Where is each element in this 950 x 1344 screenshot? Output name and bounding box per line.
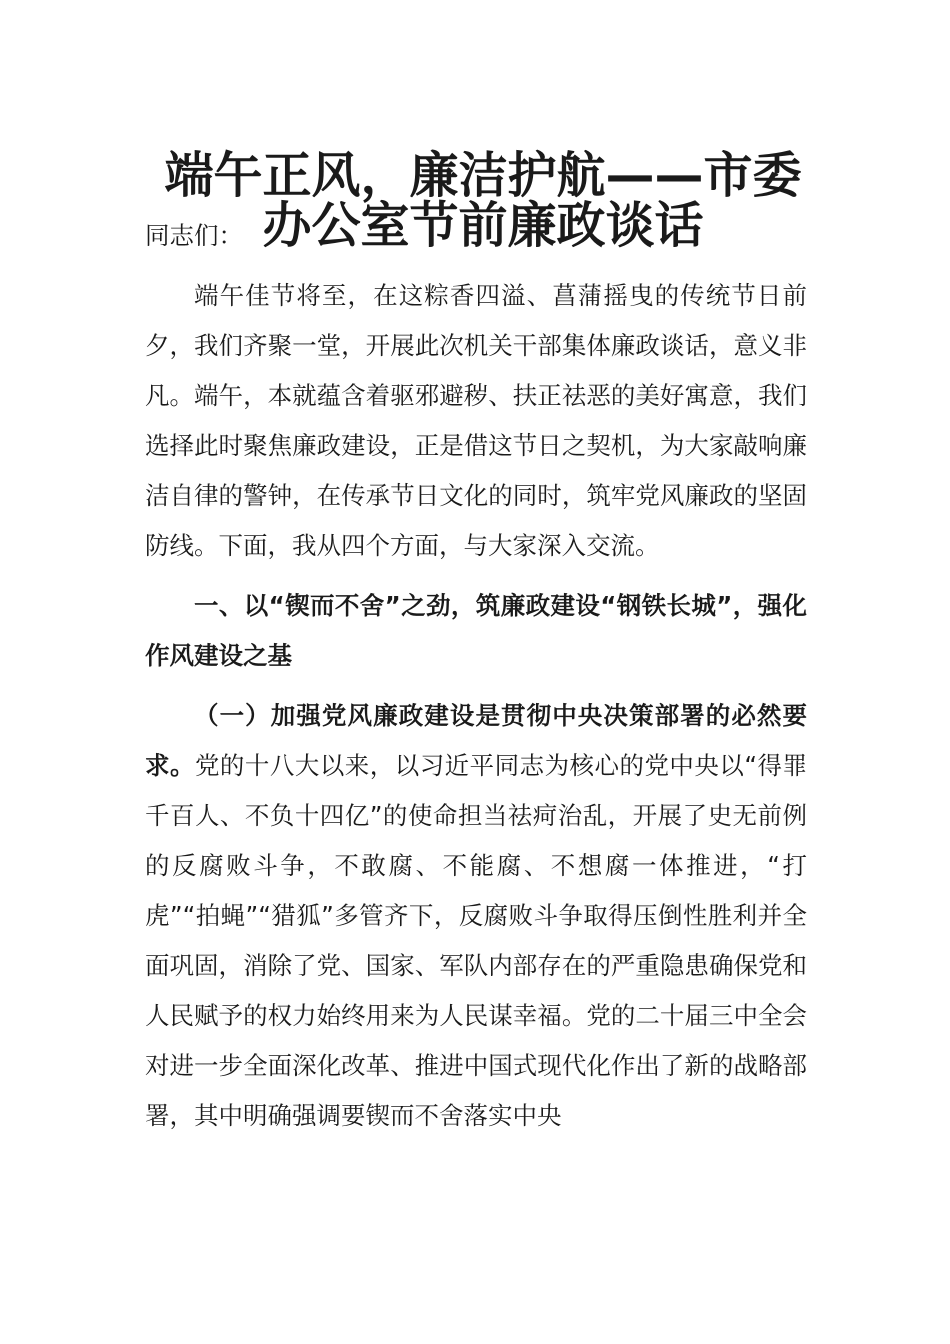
subsection-body: 党的十八大以来，以习近平同志为核心的党中央以“得罪千百人、不负十四亿”的使命担当祛疴治乱，开展了史无前例的反腐败斗争，不敢腐、不能腐、不想腐一体推进，“打虎”“拍蝇”“猎狐”多管齐下，反腐败斗争取得压倒性胜利并全面巩固，消除了党、国家、军队内部存在的严重隐患确保党和人民赋予的权力始终用来为人民谋幸福。党的二十届三中全会对进一步全面深化改革、推进中国式现代化作出了新的战略部署，其中明确强调要锲而不舍落实中央 bbox=[145, 751, 807, 1130]
subsection-lead: （一）加强党风廉政建设是贯彻中央决策部署的必然要求。 bbox=[145, 701, 807, 780]
salutation: 同志们： bbox=[145, 221, 243, 250]
subsection-paragraph-1 bbox=[145, 691, 807, 1141]
document-title: 端午正风，廉洁护航——市委办公室节前廉政谈话 bbox=[164, 147, 802, 254]
section-heading-1: 一、以“锲而不舍”之劲，筑廉政建设“钢铁长城”，强化作风建设之基 bbox=[145, 591, 807, 670]
document-page bbox=[145, 147, 807, 1141]
intro-paragraph: 端午佳节将至，在这粽香四溢、菖蒲摇曳的传统节日前夕，我们齐聚一堂，开展此次机关干部集体廉政谈话，意义非凡。端午，本就蕴含着驱邪避秽、扶正祛恶的美好寓意，我们选择此时聚焦廉政建设，正是借这节日之契机，为大家敲响廉洁自律的警钟，在传承节日文化的同时，筑牢党风廉政的坚固防线。下面，我从四个方面，与大家深入交流。 bbox=[145, 281, 807, 560]
